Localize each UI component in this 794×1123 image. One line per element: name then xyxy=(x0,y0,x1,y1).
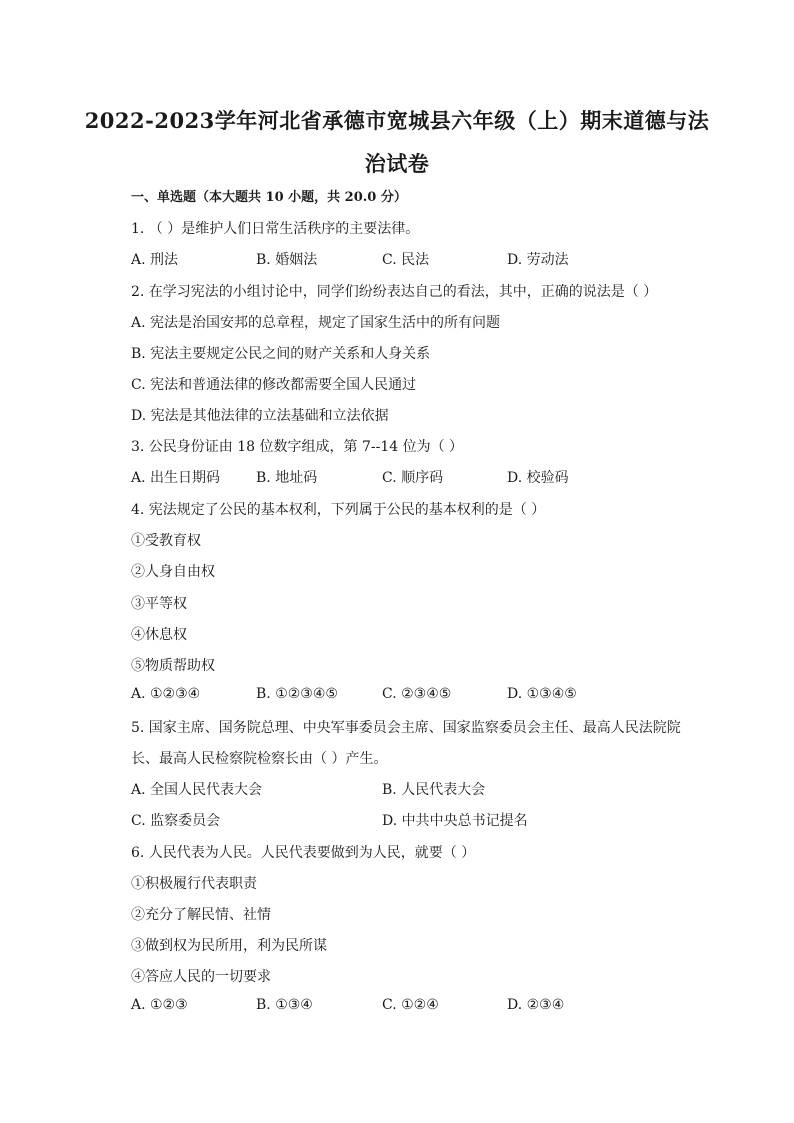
q6-option-a: A. ①②③ xyxy=(131,997,188,1013)
q5-option-d: D. 中共中央总书记提名 xyxy=(382,813,528,829)
q4-item-3: ③平等权 xyxy=(131,596,187,612)
q2-option-b: B. 宪法主要规定公民之间的财产关系和人身关系 xyxy=(131,346,431,362)
q4-item-5: ⑤物质帮助权 xyxy=(131,658,215,674)
q5-option-c: C. 监察委员会 xyxy=(131,813,221,829)
q1-option-b: B. 婚姻法 xyxy=(256,252,318,268)
question-1-stem: 1. （ ）是维护人们日常生活秩序的主要法律。 xyxy=(131,221,420,237)
page-title-line1: 2022-2023学年河北省承德市宽城县六年级（上）期末道德与法 xyxy=(84,108,710,133)
q3-option-c: C. 顺序码 xyxy=(382,470,444,486)
question-2-stem: 2. 在学习宪法的小组讨论中，同学们纷纷表达自己的看法，其中，正确的说法是（ ） xyxy=(131,284,658,300)
q1-option-d: D. 劳动法 xyxy=(507,252,569,268)
question-6-stem: 6. 人民代表为人民。人民代表要做到为人民，就要（ ） xyxy=(131,845,476,861)
q6-option-d: D. ②③④ xyxy=(507,997,565,1013)
q1-option-c: C. 民法 xyxy=(382,252,430,268)
q6-item-2: ②充分了解民情、社情 xyxy=(131,907,271,923)
q3-option-d: D. 校验码 xyxy=(507,470,569,486)
q4-option-a: A. ①②③④ xyxy=(131,686,201,702)
question-5-stem-cont: 长、最高人民检察院检察长由（ ）产生。 xyxy=(131,751,388,767)
q6-item-1: ①积极履行代表职责 xyxy=(131,876,257,892)
question-3-stem: 3. 公民身份证由 18 位数字组成，第 7--14 位为（ ） xyxy=(131,439,464,455)
q3-option-b: B. 地址码 xyxy=(256,470,318,486)
page-title-line2: 治试卷 xyxy=(364,151,430,176)
q2-option-a: A. 宪法是治国安邦的总章程，规定了国家生活中的所有问题 xyxy=(131,315,501,331)
question-4-stem: 4. 宪法规定了公民的基本权利，下列属于公民的基本权利的是（ ） xyxy=(131,502,546,518)
q4-item-4: ④休息权 xyxy=(131,627,187,643)
q5-option-b: B. 人民代表大会 xyxy=(382,782,486,798)
q2-option-d: D. 宪法是其他法律的立法基础和立法依据 xyxy=(131,408,389,424)
q6-item-3: ③做到权为民所用，利为民所谋 xyxy=(131,938,327,954)
q4-option-b: B. ①②③④⑤ xyxy=(256,686,338,702)
q2-option-c: C. 宪法和普通法律的修改都需要全国人民通过 xyxy=(131,377,417,393)
q1-option-a: A. 刑法 xyxy=(131,252,179,268)
q6-item-4: ④答应人民的一切要求 xyxy=(131,969,271,985)
q6-option-b: B. ①③④ xyxy=(256,997,313,1013)
q4-option-c: C. ②③④⑤ xyxy=(382,686,452,702)
question-5-stem: 5. 国家主席、国务院总理、中央军事委员会主席、国家监察委员会主任、最高人民法院院 xyxy=(131,720,681,736)
q4-item-2: ②人身自由权 xyxy=(131,564,215,580)
q6-option-c: C. ①②④ xyxy=(382,997,439,1013)
q5-option-a: A. 全国人民代表大会 xyxy=(131,782,263,798)
q3-option-a: A. 出生日期码 xyxy=(131,470,221,486)
q4-option-d: D. ①③④⑤ xyxy=(507,686,577,702)
q4-item-1: ①受教育权 xyxy=(131,533,201,549)
section-heading: 一、单选题（本大题共 10 小题，共 20.0 分） xyxy=(131,190,407,205)
